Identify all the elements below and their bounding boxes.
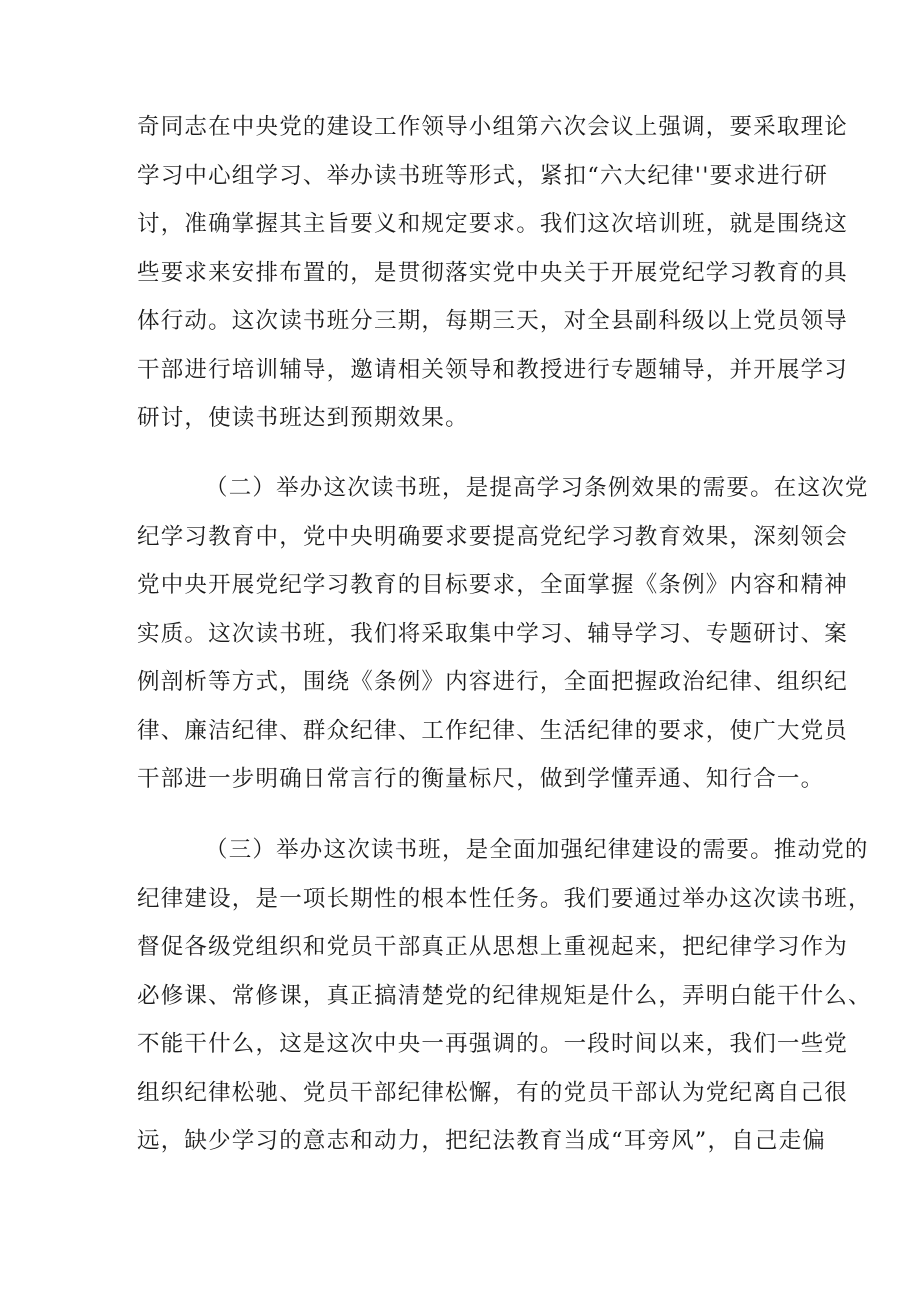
text-line: 些要求来安排布置的，是贯彻落实党中央关于开展党纪学习教育的具 xyxy=(137,259,849,286)
text-line: 例剖析等方式，围绕《条例》内容进行，全面把握政治纪律、组织纪 xyxy=(137,669,849,695)
text-line: （三）举办这次读书班，是全面加强纪律建设的需要。推动党的 xyxy=(205,837,869,863)
text-line: 干部进一步明确日常言行的衡量标尺，做到学懂弄通、知行合一。 xyxy=(137,766,825,792)
text-line: 督促各级党组织和党员干部真正从思想上重视起来，把纪律学习作为 xyxy=(137,934,849,960)
paragraph-3 xyxy=(137,826,872,1166)
text-line: 纪学习教育中，党中央明确要求要提高党纪学习教育效果，深刻领会 xyxy=(137,523,849,550)
text-line: 学习中心组学习、举办读书班等形式，紧扣“六大纪律''要求进行研 xyxy=(137,162,829,189)
text-line: 必修课、常修课，真正搞清楚党的纪律规矩是什么，弄明白能干什么、 xyxy=(137,982,872,1009)
text-line: 党中央开展党纪学习教育的目标要求，全面掌握《条例》内容和精神 xyxy=(137,572,849,598)
text-line: 实质。这次读书班，我们将采取集中学习、辅导学习、专题研讨、案 xyxy=(137,620,849,647)
text-line: 研讨，使读书班达到预期效果。 xyxy=(137,405,469,431)
text-line: 体行动。这次读书班分三期，每期三天，对全县副科级以上党员领导 xyxy=(137,308,849,334)
text-line: 远，缺少学习的意志和动力，把纪法教育当成“耳旁风”，自己走偏 xyxy=(137,1128,827,1154)
text-line: 干部进行培训辅导，邀请相关领导和教授进行专题辅导，并开展学习 xyxy=(137,356,849,383)
text-line: （二）举办这次读书班，是提高学习条例效果的需要。在这次党 xyxy=(205,475,869,501)
paragraph-1 xyxy=(137,103,849,443)
text-line: 组织纪律松驰、党员干部纪律松懈，有的党员干部认为党纪离自己很 xyxy=(137,1079,849,1106)
text-line: 奇同志在中央党的建设工作领导小组第六次会议上强调，要采取理论 xyxy=(137,114,849,140)
text-line: 讨，准确掌握其主旨要义和规定要求。我们这次培训班，就是围绕这 xyxy=(137,211,849,237)
text-line: 律、廉洁纪律、群众纪律、工作纪律、生活纪律的要求，使广大党员 xyxy=(137,717,849,744)
text-line: 纪律建设，是一项长期性的根本性任务。我们要通过举办这次读书班， xyxy=(137,885,872,912)
text-line: 不能干什么，这是这次中央一再强调的。一段时间以来，我们一些党 xyxy=(137,1031,849,1057)
paragraph-2 xyxy=(137,464,869,804)
